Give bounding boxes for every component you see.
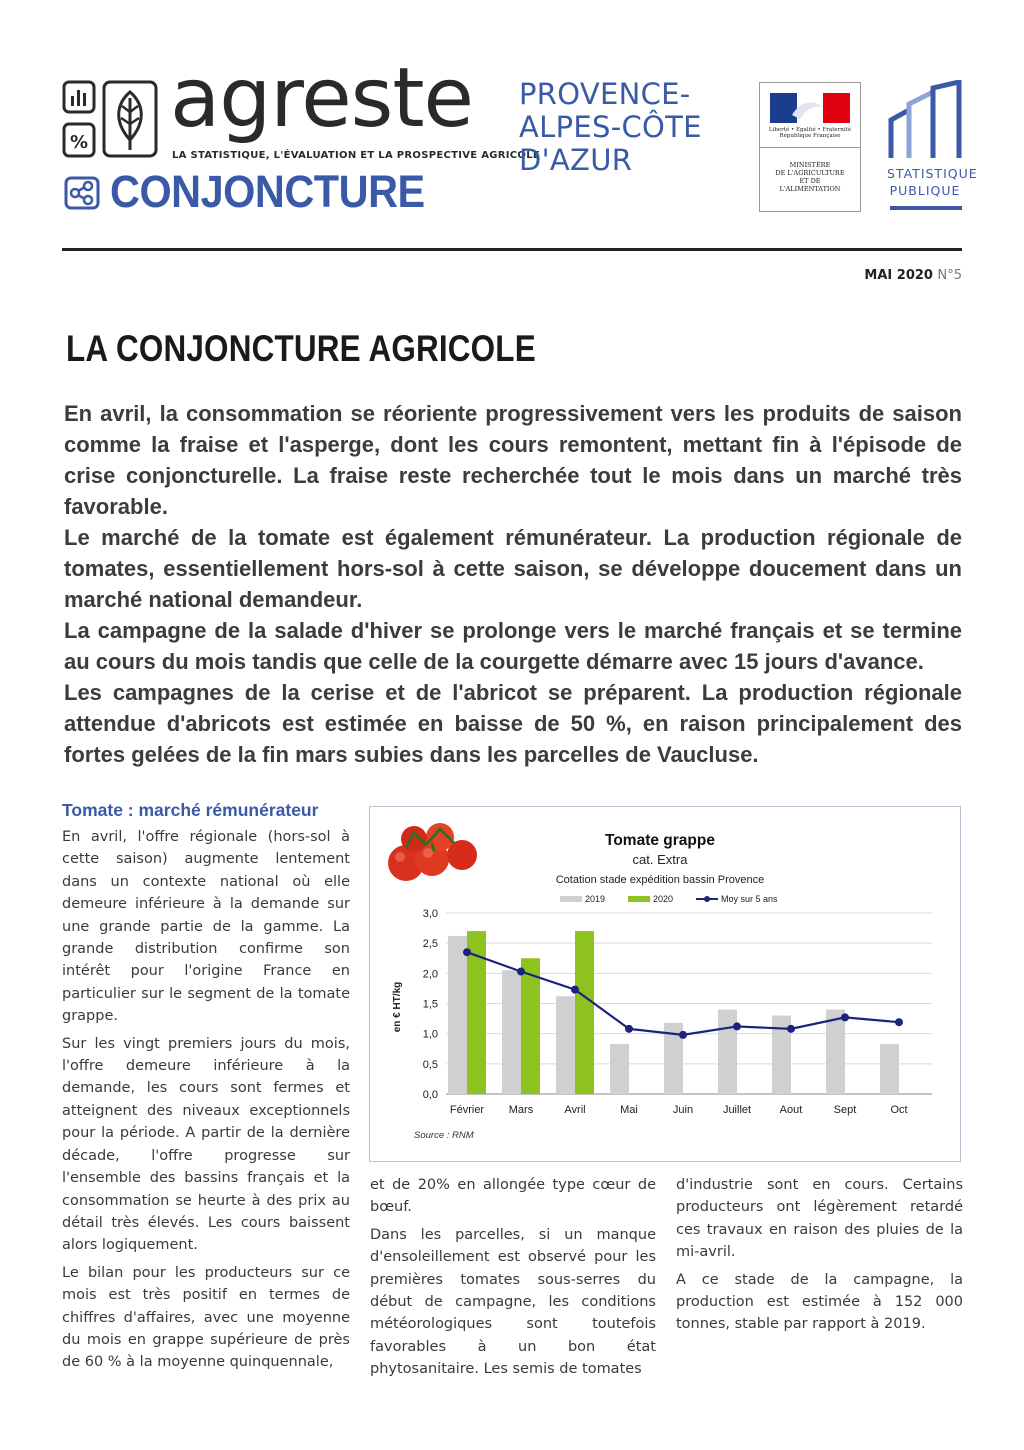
stat-line: PUBLIQUE xyxy=(889,183,961,198)
average-point xyxy=(733,1022,741,1030)
chart-source: Source : RNM xyxy=(414,1130,474,1141)
x-tick-label: Aout xyxy=(779,1104,803,1116)
lead-paragraph: En avril, la consommation se réoriente progressivement vers les produits de saison comme la fraise et l'asperge, dont les cours remontent, mettant fin à l'épisode de crise conjoncturelle. La fraise reste recherchée tout le mois dans un marché très favorable. xyxy=(64,401,962,519)
x-tick-label: Février xyxy=(449,1104,485,1116)
average-point xyxy=(787,1025,795,1033)
chart-canvas xyxy=(370,807,960,1161)
y-tick-label: 2,0 xyxy=(422,968,438,981)
legend-swatch-marker xyxy=(704,896,710,902)
issue-date: MAI 2020 xyxy=(864,268,933,283)
x-tick-label: Sept xyxy=(833,1104,857,1116)
svg-text:%: % xyxy=(69,132,89,153)
article-paragraph: En avril, l'offre régionale (hors-sol à cette saison) augmente lentement dans un contexte national où elle demeure inférieure à la demande sur une grande partie de la gamme. La grande distribution confirme son intérêt pour l'origine France en particulier sur le segment de la tomate grappe. xyxy=(62,829,350,1025)
ministry-line: ET DE xyxy=(799,177,821,185)
y-tick-label: 0,5 xyxy=(422,1058,438,1071)
ministry-motto: Liberté • Égalité • Fraternité xyxy=(768,127,852,133)
bar-2019 xyxy=(880,1044,899,1094)
tomato-photo-icon xyxy=(388,823,477,881)
average-point xyxy=(571,986,579,994)
agreste-logo-icons xyxy=(62,78,162,160)
y-tick-label: 2,5 xyxy=(422,938,438,951)
chart-subtitle-2: Cotation stade expédition bassin Provence xyxy=(555,874,765,886)
issue-number: N°5 xyxy=(937,268,962,283)
section-title: Tomate : marché rémunérateur xyxy=(62,800,319,820)
ministry-republic xyxy=(760,127,860,139)
x-tick-label: Avril xyxy=(564,1104,586,1116)
average-point xyxy=(841,1013,849,1021)
legend-swatch xyxy=(628,896,650,902)
bar-2019 xyxy=(610,1044,629,1094)
page-title: LA CONJONCTURE AGRICOLE xyxy=(66,328,536,369)
ministry-line: MINISTÈRE xyxy=(789,161,831,169)
marianne-flag-icon xyxy=(770,93,850,123)
article-paragraph: et de 20% en allongée type cœur de bœuf. xyxy=(370,1177,656,1216)
x-tick-label: Mai xyxy=(620,1104,638,1116)
legend-swatch xyxy=(560,896,582,902)
average-point xyxy=(517,968,525,976)
ministry-name xyxy=(760,161,860,193)
article-column-2 xyxy=(370,1174,656,1386)
chart-title: Tomate grappe xyxy=(605,832,715,849)
x-tick-label: Oct xyxy=(890,1104,908,1116)
average-point xyxy=(625,1025,633,1033)
bar-2020 xyxy=(575,931,594,1094)
brand-name: agreste xyxy=(170,51,473,146)
stat-line: STATISTIQUE xyxy=(887,166,978,181)
ministry-republic-name: République Française xyxy=(779,133,841,139)
bar-2019 xyxy=(448,936,467,1094)
region-line: ALPES-CÔTE xyxy=(519,110,702,144)
y-tick-label: 1,5 xyxy=(422,998,438,1011)
header-divider xyxy=(62,248,962,251)
lead-summary xyxy=(64,398,962,770)
average-point xyxy=(463,948,471,956)
ministry-line: DE L'AGRICULTURE xyxy=(775,169,845,177)
y-tick-label: 0,0 xyxy=(422,1089,438,1101)
y-tick-label: 3,0 xyxy=(422,908,438,920)
brand-tagline: LA STATISTIQUE, L'ÉVALUATION ET LA PROSPECTIVE AGRICOLE xyxy=(172,150,541,161)
lead-paragraph: Le marché de la tomate est également rémunérateur. La production régionale de tomates, essentiellement hors-sol à cette saison, se développe doucement dans un marché national demandeur. xyxy=(64,525,962,612)
bar-2019 xyxy=(556,996,575,1094)
article-paragraph: A ce stade de la campagne, la production est estimée à 152 000 tonnes, stable par rapport à 2019. xyxy=(676,1271,963,1333)
lead-paragraph: Les campagnes de la cerise et de l'abricot se préparent. La production régionale attendue d'abricots est estimée en baisse de 50 %, en raison principalement des fortes gelées de la fin mars subies dans les parcelles de Vaucluse. xyxy=(64,680,962,767)
region-line: PROVENCE- xyxy=(519,77,691,111)
legend-label: Moy sur 5 ans xyxy=(721,894,778,904)
average-point xyxy=(895,1018,903,1026)
ministry-line: L'ALIMENTATION xyxy=(779,185,841,193)
x-tick-label: Mars xyxy=(508,1104,534,1116)
statistique-publique-text xyxy=(887,165,978,199)
legend-label: 2019 xyxy=(585,894,606,904)
bar-2019 xyxy=(718,1010,737,1094)
ministry-logo xyxy=(759,82,861,212)
x-tick-label: Juin xyxy=(672,1104,694,1116)
average-point xyxy=(679,1031,687,1039)
issue-info xyxy=(864,268,962,283)
chart-y-label: en € HT/kg xyxy=(392,981,403,1033)
article-column-3 xyxy=(676,1174,963,1341)
article-paragraph: Dans les parcelles, si un manque d'ensoleillement est observé pour les premières tomates sous-serres du début de campagne, les conditions météorologiques sont toutefois favorables à un bon état phytosanitaire. Les semis de tomates xyxy=(370,1226,656,1378)
chart-subtitle: cat. Extra xyxy=(632,852,688,867)
bar-2019 xyxy=(826,1010,845,1094)
lead-paragraph: La campagne de la salade d'hiver se prolonge vers le marché français et se termine au cours du mois tandis que celle de la courgette démarre avec 15 jours d'avance. xyxy=(64,618,962,674)
chart-legend xyxy=(560,894,778,904)
x-tick-label: Juillet xyxy=(722,1104,752,1116)
bar-2019 xyxy=(502,970,521,1094)
tomato-price-chart xyxy=(369,806,961,1162)
article-paragraph: Le bilan pour les producteurs sur ce mois est très positif en termes de chiffres d'affaires, avec une moyenne du mois en grappe supérieure de près de 60 % à la moyenne quinquennale, xyxy=(62,1264,350,1371)
share-nodes-icon xyxy=(64,176,100,210)
article-paragraph: Sur les vingt premiers jours du mois, l'offre demeure inférieure à la demande, les cours sont fermes et atteignent des niveaux exceptionnels pour la période. A partir de la dernière décade, l'offre progresse sur l'ensemble des bassins français et la consommation se heurte à des prix au détail très élevés. Les cours baissent alors logiquement. xyxy=(62,1035,350,1254)
legend-label: 2020 xyxy=(653,894,674,904)
stat-underline xyxy=(890,206,962,210)
y-tick-label: 1,0 xyxy=(422,1028,438,1041)
chart-bars xyxy=(448,931,899,1094)
region-line: D'AZUR xyxy=(519,143,633,177)
chart-x-ticks xyxy=(450,1104,908,1116)
bar-2020 xyxy=(521,958,540,1094)
series-title: CONJONCTURE xyxy=(110,166,425,217)
region-name xyxy=(519,78,702,177)
article-paragraph: d'industrie sont en cours. Certains producteurs ont légèrement retardé ces travaux en raison des pluies de la mi-avril. xyxy=(676,1177,963,1261)
article-column-1 xyxy=(62,826,350,1379)
